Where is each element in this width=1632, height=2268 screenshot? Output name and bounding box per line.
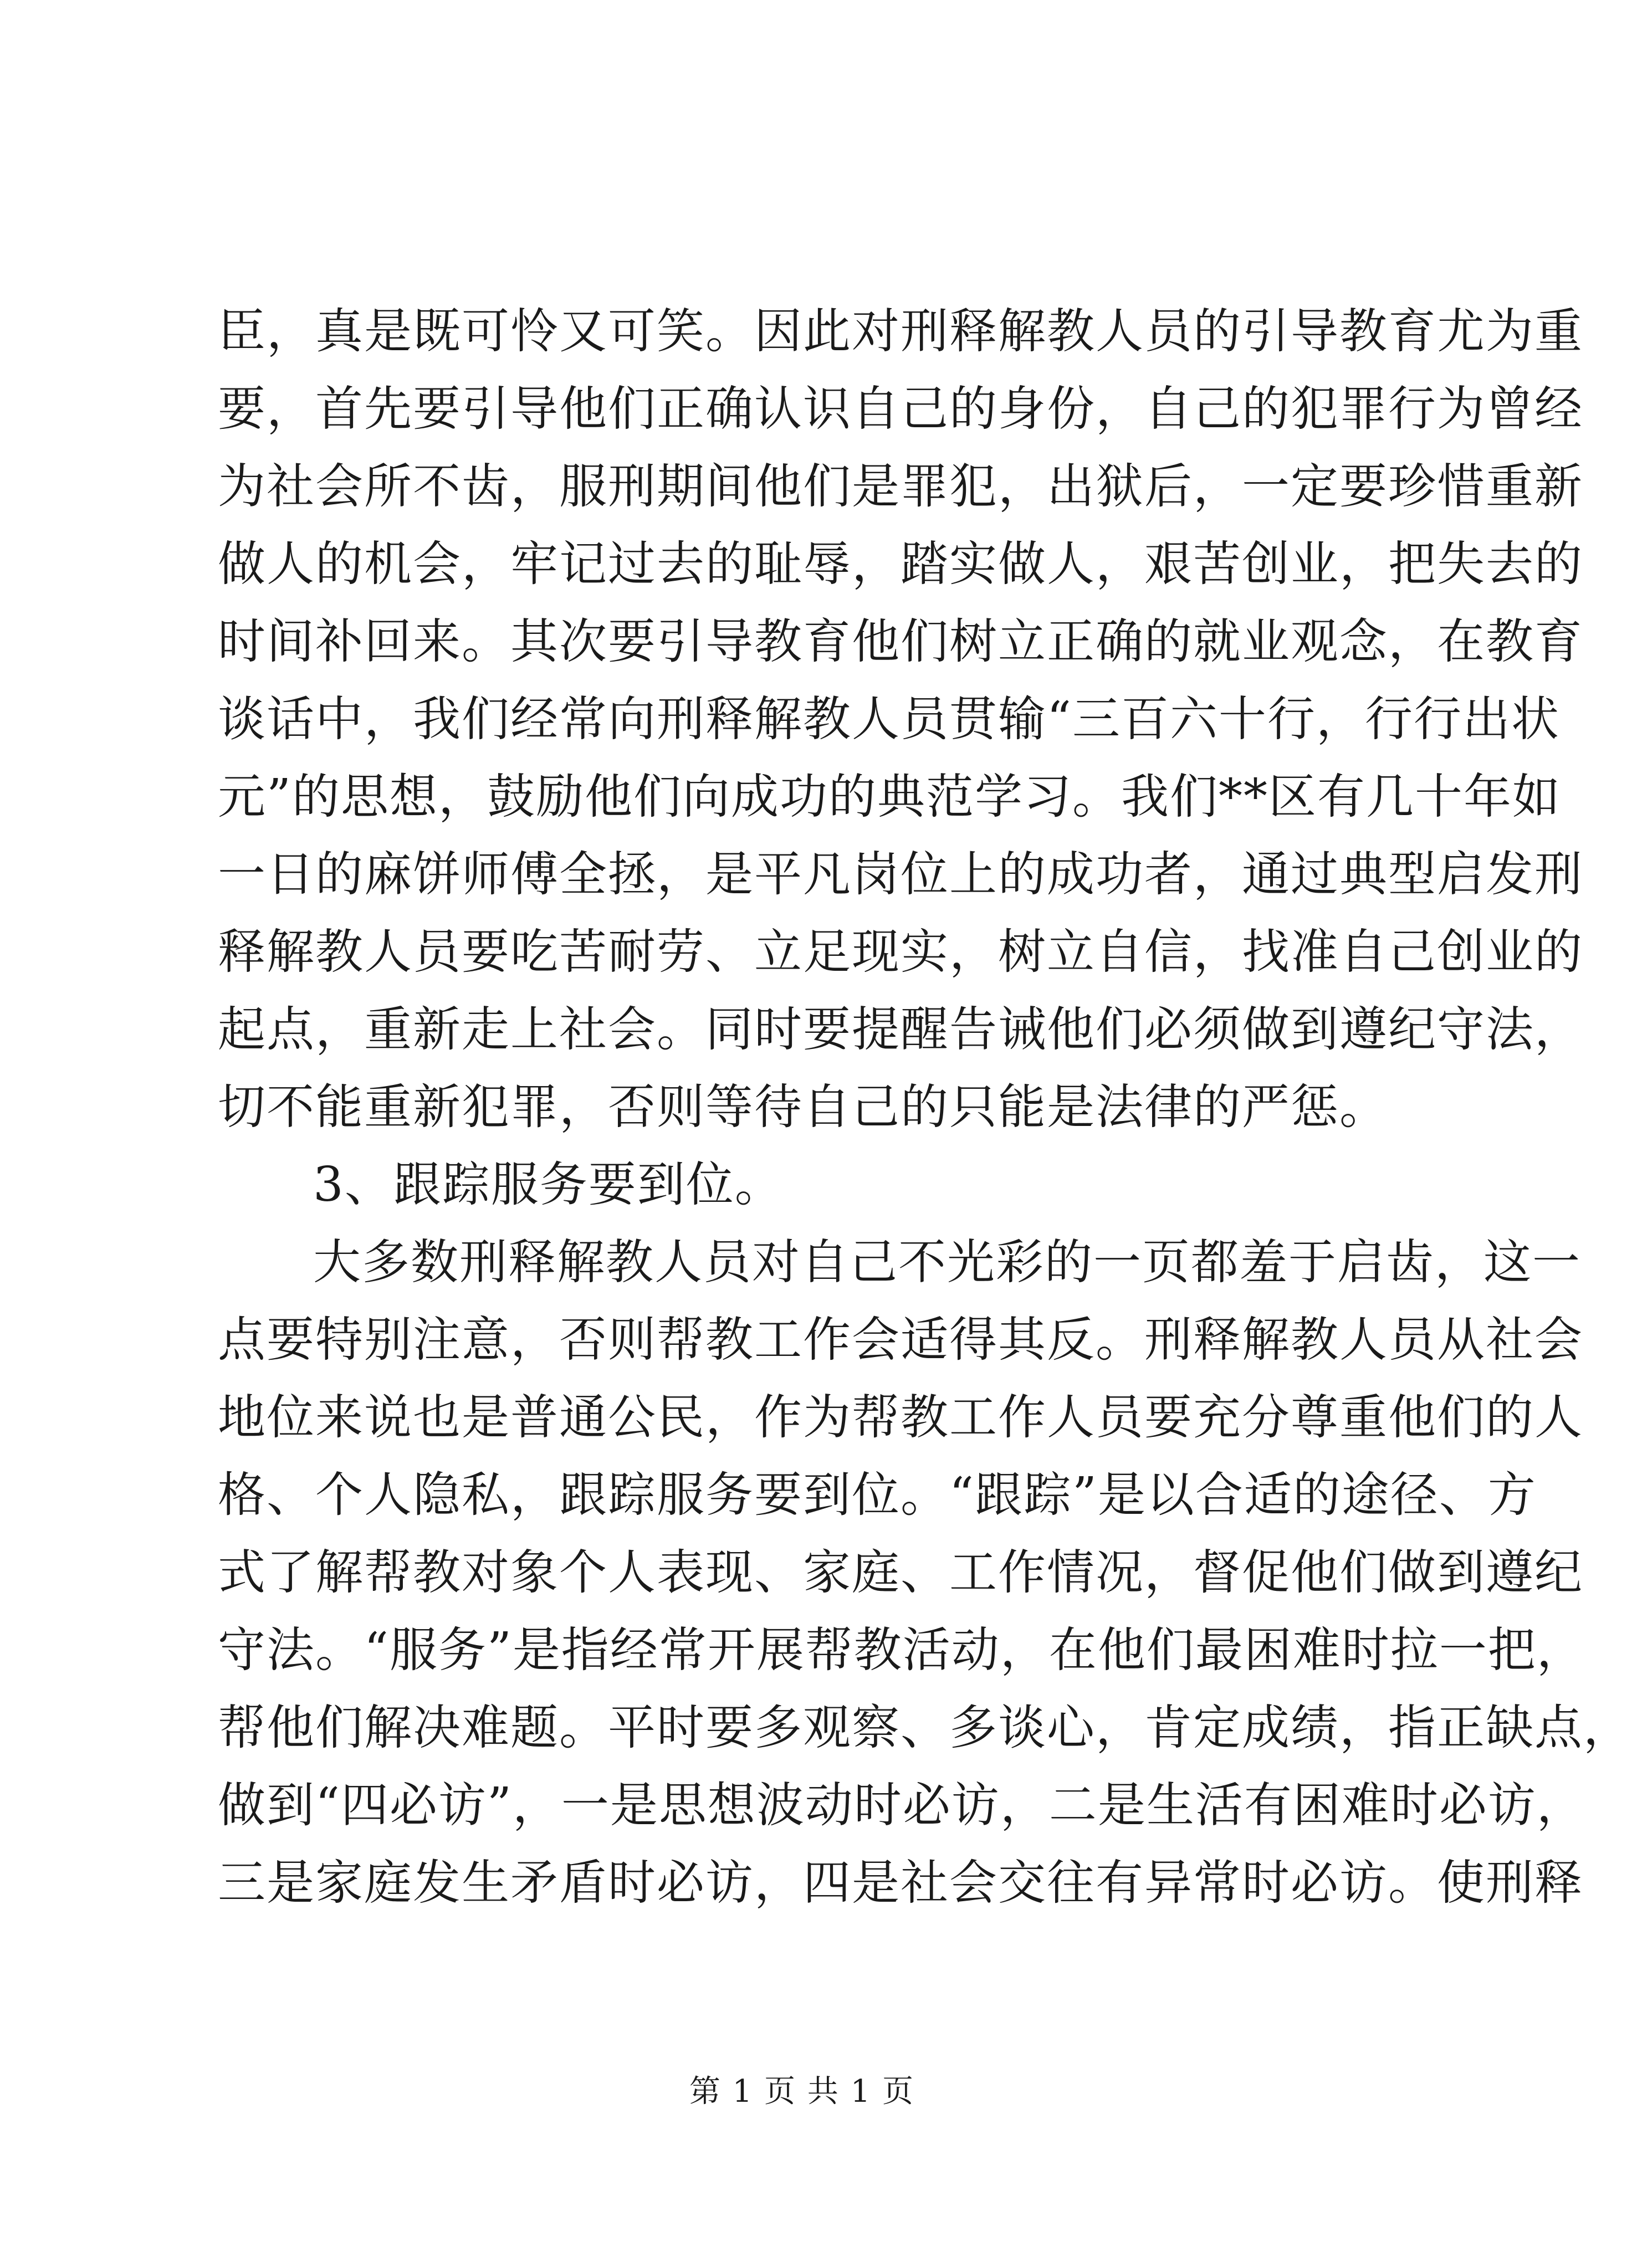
text-line: 要，首先要引导他们正确认识自己的身份，自己的犯罪行为曾经 xyxy=(218,381,1583,437)
text-line: 时间补回来。其次要引导教育他们树立正确的就业观念，在教育 xyxy=(218,614,1583,669)
text-line: 式了解帮教对象个人表现、家庭、工作情况，督促他们做到遵纪 xyxy=(218,1545,1583,1600)
text-line: 三是家庭发生矛盾时必访，四是社会交往有异常时必访。使刑释 xyxy=(218,1855,1583,1911)
text-line: 地位来说也是普通公民，作为帮教工作人员要充分尊重他们的人 xyxy=(218,1390,1583,1445)
page-footer: 第 1 页 共 1 页 xyxy=(689,2074,915,2110)
text-line: 为社会所不齿，服刑期间他们是罪犯，出狱后，一定要珍惜重新 xyxy=(218,459,1583,514)
section-heading: 3、跟踪服务要到位。 xyxy=(313,1157,784,1212)
text-line: 释解教人员要吃苦耐劳、立足现实，树立自信，找准自己创业的 xyxy=(218,924,1583,980)
text-line: 谈话中，我们经常向刑释解教人员贯输“三百六十行，行行出状 xyxy=(218,692,1560,747)
text-line: 点要特别注意，否则帮教工作会适得其反。刑释解教人员从社会 xyxy=(218,1312,1583,1368)
text-line: 做到“四必访”，一是思想波动时必访，二是生活有困难时必访， xyxy=(218,1778,1585,1833)
text-line: 臣，真是既可怜又可笑。因此对刑释解教人员的引导教育尤为重 xyxy=(218,304,1583,359)
text-line: 切不能重新犯罪，否则等待自己的只能是法律的严惩。 xyxy=(218,1079,1388,1135)
text-line: 起点，重新走上社会。同时要提醒告诫他们必须做到遵纪守法， xyxy=(218,1002,1583,1057)
text-line: 元”的思想，鼓励他们向成功的典范学习。我们**区有几十年如 xyxy=(218,769,1561,825)
text-line: 守法。“服务”是指经常开展帮教活动，在他们最困难时拉一把， xyxy=(218,1622,1585,1678)
document-body xyxy=(218,293,1632,1922)
text-line: 格、个人隐私，跟踪服务要到位。“跟踪”是以合适的途径、方 xyxy=(218,1467,1537,1523)
text-line: 做人的机会，牢记过去的耻辱，踏实做人，艰苦创业，把失去的 xyxy=(218,536,1583,592)
text-line: 帮他们解决难题。平时要多观察、多谈心，肯定成绩，指正缺点， xyxy=(218,1700,1632,1755)
text-line: 一日的麻饼师傅全拯，是平凡岗位上的成功者，通过典型启发刑 xyxy=(218,847,1583,902)
text-line: 大多数刑释解教人员对自己不光彩的一页都羞于启齿，这一 xyxy=(313,1235,1581,1290)
